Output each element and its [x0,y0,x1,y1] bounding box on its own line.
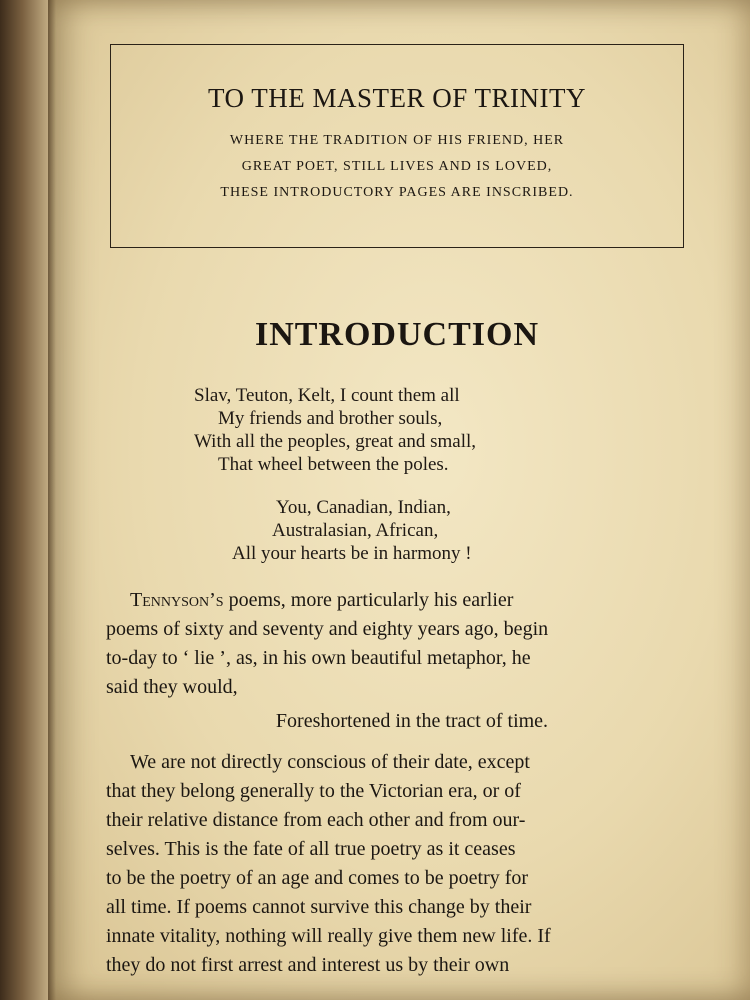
dedication-title: TO THE MASTER OF TRINITY [207,83,587,113]
verse-stanza-1 [110,384,684,476]
dedication-line: THESE INTRODUCTORY PAGES ARE INSCRIBED. [220,185,574,200]
paragraph-line: poems of sixty and seventy and eighty years ago, begin [106,618,549,640]
dedication-line: WHERE THE TRADITION OF HIS FRIEND, HER [229,133,565,148]
paragraph-line-text: poems, more particularly his earlier [223,589,514,611]
verse-line: With all the peoples, great and small, [194,431,477,452]
verse-line: My friends and brother souls, [218,408,443,429]
verse-line: Australasian, African, [272,520,439,541]
paragraph-line: We are not directly conscious of their date, except [130,751,530,773]
verse-line: You, Canadian, Indian, [276,497,451,518]
dedication-line: GREAT POET, STILL LIVES AND IS LOVED, [241,159,553,174]
paragraph-line: they do not first arrest and interest us by their own [106,954,510,976]
verse-stanza-2 [110,496,684,565]
paragraph-line: that they belong generally to the Victorian era, or of [106,780,521,802]
paragraph-1 [106,586,696,702]
paragraph-line: all time. If poems cannot survive this change by their [106,896,532,918]
verse-line: Slav, Teuton, Kelt, I count them all [194,385,460,406]
paragraph-line: said they would, [106,676,238,698]
dedication-box [110,44,684,248]
paragraph-line: their relative distance from each other and from our- [106,809,526,831]
paragraph-line: to be the poetry of an age and comes to be poetry for [106,867,529,889]
paragraph-line: to-day to ‘ lie ’, as, in his own beautiful metaphor, he [106,647,531,669]
paragraph-line: selves. This is the fate of all true poetry as it ceases [106,838,516,860]
verse-line: That wheel between the poles. [218,454,449,475]
dedication-text [111,128,683,206]
paragraph-line [106,586,696,615]
chapter-heading: INTRODUCTION [254,316,540,353]
author-name: Tennyson’s [130,589,224,611]
paragraph-line: innate vitality, nothing will really give them new life. If [106,925,551,947]
verse-line: All your hearts be in harmony ! [232,543,472,564]
paragraph-2 [106,748,696,980]
page-gutter-shadow [48,0,56,1000]
quoted-line: Foreshortened in the tract of time. [275,710,549,732]
